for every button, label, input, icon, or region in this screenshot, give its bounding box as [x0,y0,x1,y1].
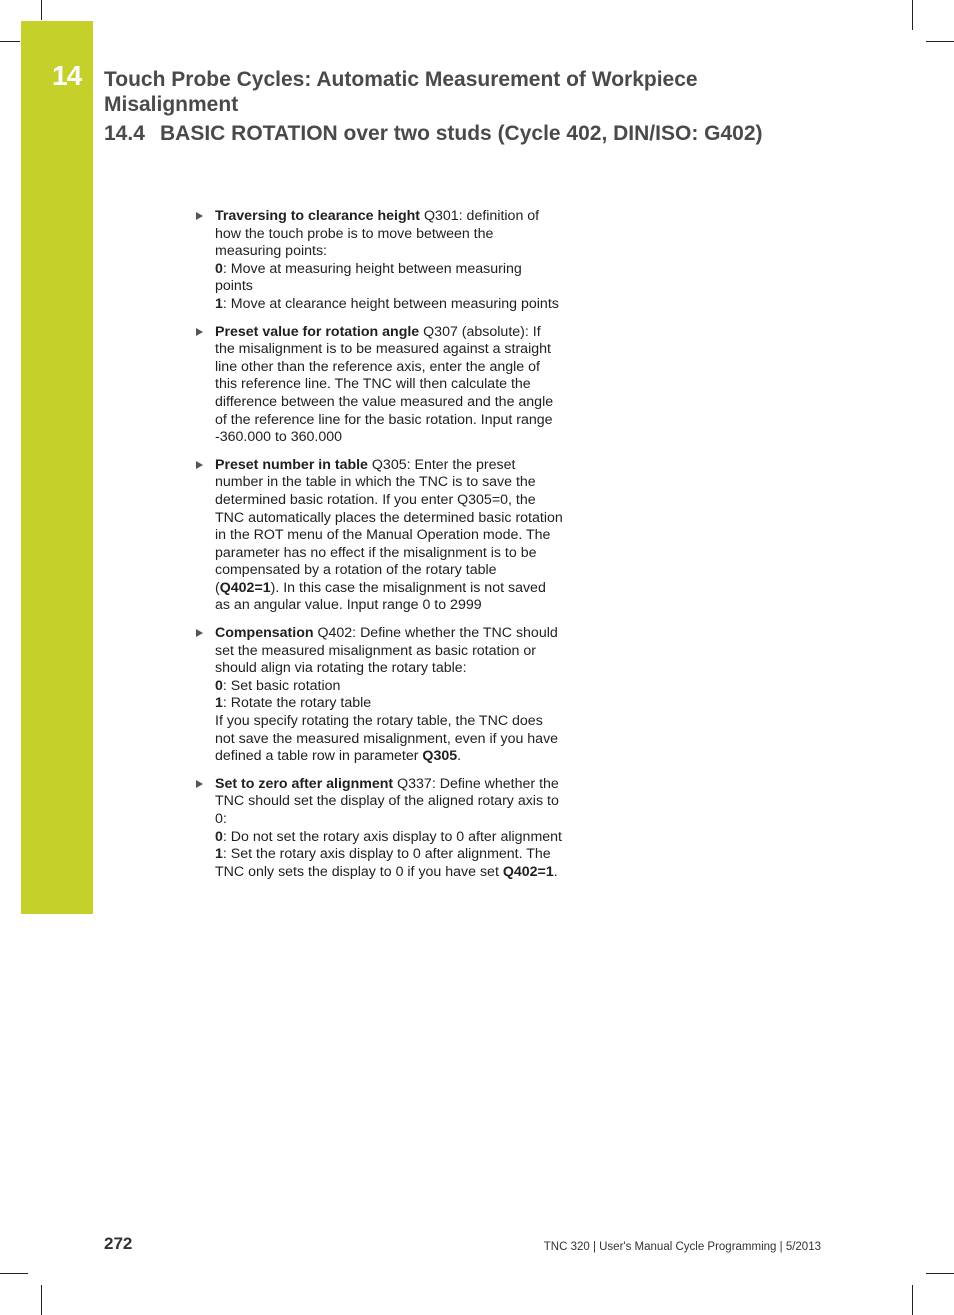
parameter-line [215,678,563,696]
text-segment: : Set the rotary axis display to 0 after alignment. The TNC only sets the display to 0 if you have set [215,846,551,880]
parameter-line [215,776,563,829]
text-segment: Q337: Define whether the TNC should set the display of the aligned rotary axis to 0: [215,775,559,827]
bold-value: 0 [215,260,223,277]
parameter-item [193,457,563,615]
triangle-bullet-icon [196,212,203,220]
parameter-line [215,846,563,881]
text-segment: Q307 (absolute): If the misalignment is to be measured against a straight line other than the reference axis, enter the angle of this reference line. The TNC will then calculate the difference between the value measured and the angle of the reference line for the basic rotation. Input range -360.000 to 360.000 [215,323,554,446]
text-segment: If you specify rotating the rotary table, the TNC does not save the measured misalignment, even if you have defined a table row in parameter [215,713,559,765]
crop-mark [912,1285,913,1315]
parameter-line [215,208,563,261]
text-segment: : Set basic rotation [222,677,341,694]
section-number: 14.4 [104,122,145,145]
triangle-bullet-icon [196,629,203,637]
parameter-line [215,261,563,296]
bold-value: 0 [215,677,223,694]
text-segment: : Rotate the rotary table [222,695,372,712]
parameter-item [193,208,563,314]
bold-value: Q402=1 [219,579,271,596]
bold-value: Q305 [422,748,458,765]
triangle-bullet-icon [196,780,203,788]
parameter-line [215,457,563,615]
bold-value: 1 [215,846,223,863]
parameter-line [215,296,563,314]
chapter-title: Touch Probe Cycles: Automatic Measurement of Workpiece Misalignment [104,68,698,116]
parameter-line [215,695,563,713]
text-segment: ). In this case the misalignment is not saved as an angular value. Input range 0 to 2999 [215,579,546,614]
footer-text: TNC 320 | User's Manual Cycle Programming | 5/2013 [543,1241,821,1253]
bold-value: Q402=1 [502,863,554,880]
text-segment: : Move at clearance height between measuring points [222,295,559,312]
chapter-number: 14 [52,60,82,91]
parameter-name: Preset value for rotation angle [215,323,420,340]
text-segment: Q305: Enter the preset number in the table in which the TNC is to save the determined basic rotation. If you enter Q305=0, the TNC automatically places the determined basic rotation in the ROT menu of the Manual Operation mode. The parameter has no effect if the misalignment is to be compensated by a rotation of the rotary table ( [215,456,563,596]
parameter-name: Set to zero after alignment [215,775,394,792]
crop-mark [41,0,42,20]
chapter-sidebar [21,21,93,914]
parameter-name: Preset number in table [215,456,368,473]
page-number: 272 [104,1234,133,1253]
parameter-line [215,713,563,766]
parameter-item [193,324,563,447]
section-title-text: BASIC ROTATION over two studs (Cycle 402, DIN/ISO: G402) [160,122,763,145]
bold-value: 1 [215,695,223,712]
text-segment: : Do not set the rotary axis display to 0 after alignment [222,828,562,845]
triangle-bullet-icon [196,328,203,336]
section-title [104,121,864,147]
bold-value: 0 [215,828,223,845]
text-segment: Q301: definition of how the touch probe is to move between the measuring points: [215,208,540,260]
text-segment: : Move at measuring height between measuring points [215,260,522,295]
crop-mark [926,1273,954,1274]
crop-mark [926,41,954,42]
parameter-list [193,208,563,891]
triangle-bullet-icon [196,461,203,469]
crop-mark [0,41,20,42]
crop-mark [0,1273,28,1274]
parameter-item [193,625,563,766]
crop-mark [912,0,913,30]
parameter-name: Compensation [215,625,314,642]
crop-mark [41,1285,42,1315]
parameter-line [215,324,563,447]
parameter-name: Traversing to clearance height [215,208,421,224]
parameter-item [193,776,563,882]
text-segment: . [457,748,462,765]
text-segment: Q402: Define whether the TNC should set the measured misalignment as basic rotation or should align via rotating the rotary table: [215,625,558,677]
parameter-line [215,829,563,847]
bold-value: 1 [215,295,223,312]
text-segment: . [553,863,558,880]
parameter-line [215,625,563,678]
